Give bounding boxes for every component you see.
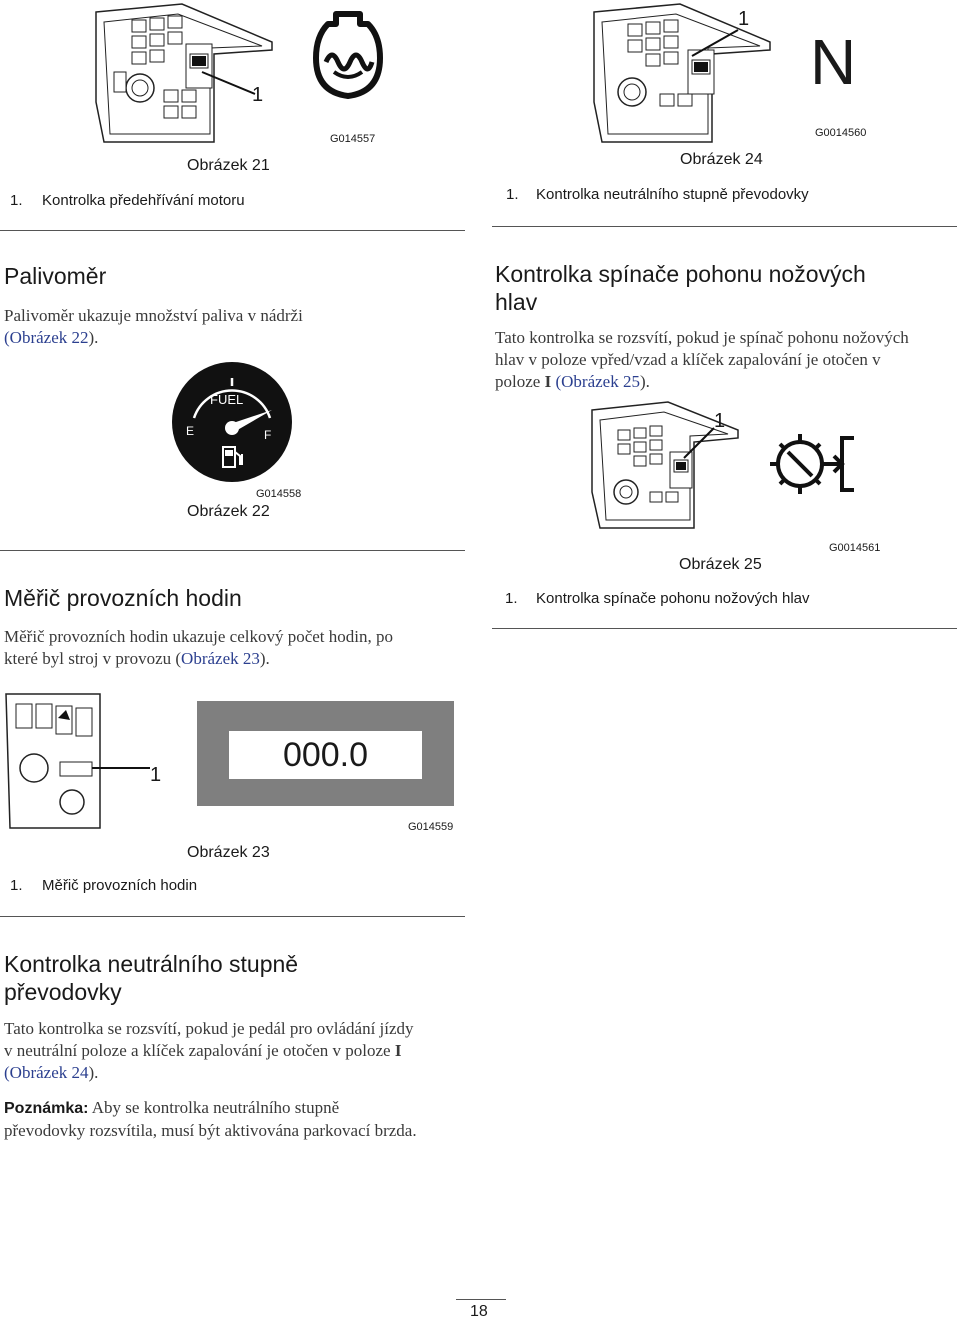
figure-25-code: G0014561 (829, 542, 881, 554)
neutral-n-symbol: N (810, 26, 857, 98)
fuel-gauge-label: FUEL (210, 392, 244, 407)
neutral-ref-open: ( (4, 1063, 10, 1082)
blade-title-line1: Kontrolka spínače pohonu nožových (495, 261, 866, 287)
divider-left-bottom (0, 916, 465, 917)
figure-23-code: G014559 (408, 821, 454, 833)
divider-left-middle (0, 550, 465, 551)
figure-24-list-text: Kontrolka neutrálního stupně převodovky (536, 186, 809, 203)
fuel-text: Palivoměr ukazuje množství paliva v nádrži (4, 306, 303, 325)
blade-line3-bold: I (544, 372, 552, 391)
fuel-ref-close: ). (88, 328, 99, 347)
figure-24-callout: 1 (738, 8, 750, 30)
hour-meter-display (197, 701, 454, 806)
figure-21-code: G014557 (330, 133, 376, 145)
hours-section-title: Měřič provozních hodin (4, 585, 242, 611)
divider-top-left (0, 230, 465, 231)
divider-top-right (492, 226, 957, 227)
figure-21-list-number: 1. (10, 192, 23, 209)
hours-section-text (4, 626, 464, 670)
hours-ref-close: ). (259, 649, 270, 668)
fuel-ref-open: ( (4, 328, 10, 347)
blade-line2: hlav v poloze vpřed/vzad a klíček zapalování je otočen v (495, 350, 881, 369)
neutral-ref-close: ). (88, 1063, 99, 1082)
hours-line2-pre: které byl stroj v provozu ( (4, 649, 182, 668)
page-number: 18 (470, 1303, 488, 1320)
figure-23-callout: 1 (150, 764, 162, 786)
blade-title-line2: hlav (495, 289, 538, 315)
figure-21-caption: Obrázek 21 (187, 157, 270, 174)
figure-24-panel-illustration (588, 2, 788, 152)
blade-ref-link[interactable]: Obrázek 25 (561, 372, 640, 391)
neutral-line2-bold: I (394, 1041, 402, 1060)
neutral-line2-pre: v neutrální poloze a klíček zapalování je otočen v poloze (4, 1041, 391, 1060)
neutral-section-title (4, 950, 464, 1006)
glow-plug-icon (312, 10, 384, 100)
figure-23-caption: Obrázek 23 (187, 844, 270, 861)
neutral-section-text (4, 1018, 466, 1084)
figure-21-callout: 1 (252, 84, 264, 106)
hours-ref-link[interactable]: Obrázek 23 (181, 649, 260, 668)
fuel-ref-link[interactable]: Obrázek 22 (9, 328, 89, 347)
figure-22-caption: Obrázek 22 (187, 503, 270, 520)
blade-line3-pre: poloze (495, 372, 541, 391)
hours-line1: Měřič provozních hodin ukazuje celkový počet hodin, po (4, 627, 393, 646)
hour-meter-window: 000.0 (229, 731, 422, 779)
figure-24-code: G0014560 (815, 127, 867, 139)
fuel-section-title: Palivoměr (4, 263, 107, 289)
fuel-gauge-empty: E (186, 424, 195, 438)
neutral-note (4, 1097, 466, 1142)
figure-24-caption: Obrázek 24 (680, 151, 763, 168)
neutral-title-line2: převodovky (4, 979, 122, 1005)
note-label: Poznámka: (4, 1100, 89, 1117)
blade-line1: Tato kontrolka se rozsvítí, pokud je spínač pohonu nožových (495, 328, 909, 347)
blade-drive-icon (770, 430, 870, 500)
fuel-pump-icon (220, 444, 246, 470)
fuel-gauge (172, 362, 292, 482)
neutral-title-line1: Kontrolka neutrálního stupně (4, 951, 299, 977)
blade-section-title (495, 260, 955, 316)
neutral-line1: Tato kontrolka se rozsvítí, pokud je pedál pro ovládání jízdy (4, 1019, 414, 1038)
note-line2: převodovky rozsvítila, musí být aktivována parkovací brzda. (4, 1121, 417, 1140)
figure-21-panel-illustration (90, 2, 290, 152)
figure-22-code: G014558 (256, 488, 302, 500)
figure-25-caption: Obrázek 25 (679, 556, 762, 573)
blade-ref-close: ). (639, 372, 650, 391)
note-line1: Aby se kontrolka neutrálního stupně (91, 1098, 340, 1117)
divider-right-middle (492, 628, 957, 629)
figure-23-panel-illustration (4, 686, 104, 836)
figure-24-list-number: 1. (506, 186, 519, 203)
neutral-ref-link[interactable]: Obrázek 24 (9, 1063, 89, 1082)
figure-21-list-text: Kontrolka předehřívání motoru (42, 192, 245, 209)
figure-25-list-number: 1. (505, 590, 518, 607)
figure-23-list-text: Měřič provozních hodin (42, 877, 198, 894)
fuel-section-text (4, 305, 464, 349)
page-number-rule (456, 1299, 506, 1300)
figure-25-callout: 1 (714, 410, 726, 432)
figure-23-list-number: 1. (10, 877, 23, 894)
blade-section-text: Tato kontrolka se rozsvítí, pokud je spínač pohonu nožových hlav v poloze vpřed/vzad a klíček zapalování je otočen v poloze I (Obrázek 25). (495, 328, 909, 391)
figure-25-list-text: Kontrolka spínače pohonu nožových hlav (536, 590, 810, 607)
fuel-gauge-full: F (264, 428, 272, 442)
